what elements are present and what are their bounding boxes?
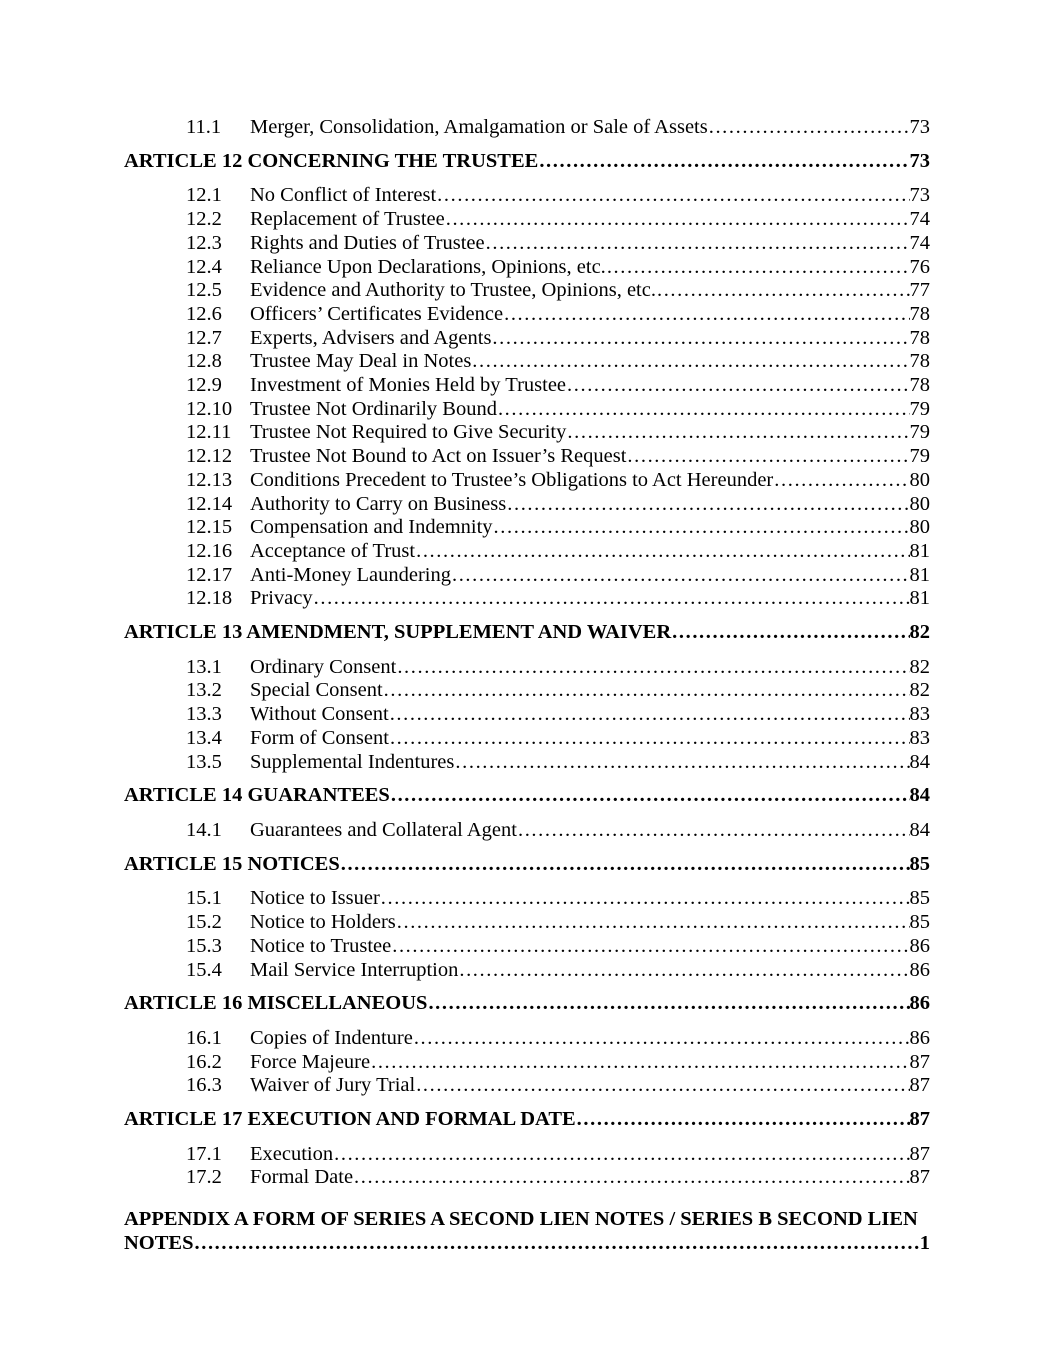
- dot-leader: [341, 853, 910, 877]
- page-number: 85: [909, 887, 930, 910]
- section-title: Reliance Upon Declarations, Opinions, etc.: [250, 255, 606, 278]
- section-number: 12.13: [186, 468, 233, 491]
- dot-leader: [494, 516, 910, 540]
- section-number: 12.5: [186, 279, 222, 302]
- toc-entry-row: [124, 256, 930, 280]
- page-number: 73: [909, 116, 930, 138]
- toc-entry-row: [124, 959, 930, 983]
- section-number: 11.1: [186, 116, 222, 138]
- dot-leader: [437, 184, 909, 208]
- toc-entry-row: [124, 679, 930, 703]
- dot-leader: [455, 751, 909, 775]
- section-title: Investment of Monies Held by Trustee: [250, 374, 567, 397]
- dot-leader: [472, 350, 909, 374]
- page-number: 79: [909, 421, 930, 444]
- dot-leader: [334, 1143, 909, 1167]
- dot-leader: [371, 1051, 909, 1075]
- section-title: Supplemental Indentures: [250, 750, 455, 773]
- section-title: Replacement of Trustee: [250, 208, 445, 231]
- section-title: Formal Date: [250, 1166, 354, 1189]
- toc-article-row: [124, 853, 930, 877]
- toc-entry-row: [124, 398, 930, 422]
- section-title: Notice to Holders: [250, 911, 396, 934]
- page-number: 84: [909, 784, 930, 807]
- section-title: Trustee Not Required to Give Security: [250, 421, 567, 444]
- appendix-title-line1: APPENDIX A FORM OF SERIES A SECOND LIEN NOTES / SERIES B SECOND LIEN: [124, 1208, 918, 1231]
- section-number: 16.3: [186, 1074, 222, 1097]
- page-number: 81: [909, 539, 930, 562]
- section-number: 12.10: [186, 397, 233, 420]
- dot-leader: [446, 208, 910, 232]
- page-number: 86: [909, 1026, 930, 1049]
- toc-entry-row: [124, 1166, 930, 1190]
- article-title: ARTICLE 16 MISCELLANEOUS: [124, 992, 428, 1015]
- dot-leader: [507, 493, 909, 517]
- page-number: 81: [909, 563, 930, 586]
- page-number: 84: [909, 750, 930, 773]
- page-number: 76: [909, 255, 930, 278]
- section-number: 13.3: [186, 703, 222, 726]
- page-number: 82: [909, 679, 930, 702]
- page-number: 78: [909, 374, 930, 397]
- page-number: 87: [909, 1142, 930, 1165]
- page-number: 86: [909, 934, 930, 957]
- toc-entry-row: [124, 887, 930, 911]
- dot-leader: [607, 256, 910, 280]
- dot-leader: [657, 279, 910, 303]
- section-number: 12.18: [186, 587, 233, 610]
- toc-article-row: [124, 992, 930, 1016]
- section-title: Merger, Consolidation, Amalgamation or Sale of Assets: [250, 116, 708, 138]
- toc-appendix-row-line2: [124, 1232, 930, 1256]
- section-title: Privacy: [250, 587, 313, 610]
- dot-leader: [416, 1074, 909, 1098]
- section-number: 12.7: [186, 326, 222, 349]
- page-number: 77: [909, 279, 930, 302]
- page-number: 87: [909, 1166, 930, 1189]
- dot-leader: [774, 469, 909, 493]
- dot-leader: [392, 935, 909, 959]
- section-number: 13.1: [186, 655, 222, 678]
- section-number: 12.12: [186, 445, 233, 468]
- toc-entry-row: [124, 493, 930, 517]
- dot-leader: [414, 1027, 910, 1051]
- section-number: 12.1: [186, 184, 222, 207]
- toc-entry-row: [124, 303, 930, 327]
- section-title: Mail Service Interruption: [250, 958, 459, 981]
- page-number: 79: [909, 397, 930, 420]
- section-number: 12.16: [186, 539, 233, 562]
- section-number: 12.14: [186, 492, 233, 515]
- dot-leader: [428, 992, 909, 1016]
- section-number: 12.9: [186, 374, 222, 397]
- article-title: ARTICLE 12 CONCERNING THE TRUSTEE: [124, 149, 539, 172]
- dot-leader: [498, 398, 910, 422]
- dot-leader: [354, 1166, 909, 1190]
- section-title: Acceptance of Trust: [250, 539, 416, 562]
- dot-leader: [384, 679, 910, 703]
- section-title: Copies of Indenture: [250, 1026, 413, 1049]
- toc-entry-row: [124, 656, 930, 680]
- section-title: Anti-Money Laundering: [250, 563, 451, 586]
- page-number: 85: [909, 911, 930, 934]
- page-number: 78: [909, 326, 930, 349]
- section-title: Trustee Not Ordinarily Bound: [250, 397, 497, 420]
- page-number: 74: [909, 231, 930, 254]
- dot-leader: [492, 327, 909, 351]
- section-title: Trustee May Deal in Notes: [250, 350, 472, 373]
- page-number: 73: [909, 149, 930, 172]
- dot-leader: [577, 1108, 910, 1132]
- toc-entry-row: [124, 327, 930, 351]
- section-number: 17.2: [186, 1166, 222, 1189]
- dot-leader: [627, 445, 909, 469]
- page-number: 73: [909, 184, 930, 207]
- page-number: 87: [909, 1108, 930, 1131]
- toc-entry-row: [124, 587, 930, 611]
- section-title: Conditions Precedent to Trustee’s Obligations to Act Hereunder: [250, 468, 774, 491]
- dot-leader: [391, 784, 910, 808]
- toc-entry-row: [124, 727, 930, 751]
- section-title: Rights and Duties of Trustee: [250, 231, 485, 254]
- section-number: 16.2: [186, 1050, 222, 1073]
- toc-entry-row: [124, 1143, 930, 1167]
- section-title: Officers’ Certificates Evidence: [250, 302, 504, 325]
- toc-entry-row: [124, 1074, 930, 1098]
- toc-entry-row: [124, 350, 930, 374]
- dot-leader: [314, 587, 910, 611]
- section-title: Guarantees and Collateral Agent: [250, 818, 517, 841]
- article-title: ARTICLE 17 EXECUTION AND FORMAL DATE: [124, 1108, 576, 1131]
- page-number: 83: [909, 726, 930, 749]
- toc-article-row: [124, 150, 930, 174]
- page-number: 81: [909, 587, 930, 610]
- section-number: 15.1: [186, 887, 222, 910]
- page-number: 84: [909, 818, 930, 841]
- page-number: 82: [909, 621, 930, 644]
- toc-entry-row: [124, 184, 930, 208]
- section-number: 12.4: [186, 255, 222, 278]
- page-number: 1: [919, 1231, 930, 1254]
- section-title: Waiver of Jury Trial: [250, 1074, 416, 1097]
- toc-entry-row: [124, 1051, 930, 1075]
- toc-appendix-row-line1: [124, 1208, 930, 1232]
- toc-entry-row: [124, 935, 930, 959]
- page-number: 87: [909, 1050, 930, 1073]
- section-title: Ordinary Consent: [250, 655, 397, 678]
- section-title: Experts, Advisers and Agents: [250, 326, 492, 349]
- section-title: Notice to Trustee: [250, 934, 392, 957]
- section-title: No Conflict of Interest: [250, 184, 437, 207]
- dot-leader: [195, 1232, 920, 1256]
- section-title: Form of Consent: [250, 726, 389, 749]
- toc-entry-row: [124, 819, 930, 843]
- toc-entry-row: [124, 703, 930, 727]
- section-number: 12.8: [186, 350, 222, 373]
- section-number: 15.4: [186, 958, 222, 981]
- toc-entry-row: [124, 421, 930, 445]
- appendix-title-line2: NOTES: [124, 1231, 194, 1254]
- dot-leader: [504, 303, 909, 327]
- toc-entry-row: [124, 516, 930, 540]
- section-title: Special Consent: [250, 679, 383, 702]
- dot-leader: [452, 564, 910, 588]
- dot-leader: [390, 703, 910, 727]
- page-number: 80: [909, 492, 930, 515]
- section-number: 12.2: [186, 208, 222, 231]
- page-number: 78: [909, 302, 930, 325]
- toc-entry-row: [124, 564, 930, 588]
- page-number: 83: [909, 703, 930, 726]
- toc-entry-row: [124, 279, 930, 303]
- page-number: 87: [909, 1074, 930, 1097]
- page-number: 79: [909, 445, 930, 468]
- toc-article-row: [124, 784, 930, 808]
- article-title: ARTICLE 13 AMENDMENT, SUPPLEMENT AND WAIVER: [124, 621, 672, 644]
- dot-leader: [567, 421, 909, 445]
- toc-entry-row: [124, 208, 930, 232]
- toc-entry-row: [124, 232, 930, 256]
- toc-entry-row: [124, 1027, 930, 1051]
- toc-entry-row: [124, 116, 930, 140]
- toc-article-row: [124, 621, 930, 645]
- toc-entry-row: [124, 469, 930, 493]
- dot-leader: [486, 232, 910, 256]
- page-number: 86: [909, 958, 930, 981]
- page-number: 82: [909, 655, 930, 678]
- toc-entry-row: [124, 540, 930, 564]
- toc-entry-row: [124, 751, 930, 775]
- section-title: Compensation and Indemnity: [250, 516, 493, 539]
- dot-leader: [709, 116, 910, 140]
- section-number: 15.2: [186, 911, 222, 934]
- dot-leader: [518, 819, 910, 843]
- section-title: Notice to Issuer: [250, 887, 380, 910]
- section-number: 17.1: [186, 1142, 222, 1165]
- section-number: 13.5: [186, 750, 222, 773]
- section-title: Evidence and Authority to Trustee, Opinions, etc.: [250, 279, 656, 302]
- dot-leader: [539, 150, 909, 174]
- section-title: Execution: [250, 1142, 334, 1165]
- section-number: 15.3: [186, 934, 222, 957]
- dot-leader: [381, 887, 910, 911]
- page-number: 80: [909, 516, 930, 539]
- toc-entry-row: [124, 445, 930, 469]
- toc-entry-row: [124, 374, 930, 398]
- section-number: 12.11: [186, 421, 232, 444]
- section-number: 14.1: [186, 818, 222, 841]
- dot-leader: [390, 727, 910, 751]
- article-title: ARTICLE 15 NOTICES: [124, 852, 340, 875]
- section-number: 12.6: [186, 302, 222, 325]
- section-number: 12.15: [186, 516, 233, 539]
- section-number: 16.1: [186, 1026, 222, 1049]
- dot-leader: [459, 959, 909, 983]
- dot-leader: [397, 656, 909, 680]
- section-title: Trustee Not Bound to Act on Issuer’s Request: [250, 445, 627, 468]
- dot-leader: [397, 911, 910, 935]
- dot-leader: [567, 374, 909, 398]
- toc-entry-row: [124, 911, 930, 935]
- dot-leader: [672, 621, 909, 645]
- section-number: 12.17: [186, 563, 233, 586]
- page-number: 85: [909, 852, 930, 875]
- toc-article-row: [124, 1108, 930, 1132]
- page-number: 74: [909, 208, 930, 231]
- dot-leader: [416, 540, 909, 564]
- section-number: 13.2: [186, 679, 222, 702]
- section-title: Without Consent: [250, 703, 389, 726]
- section-title: Force Majeure: [250, 1050, 371, 1073]
- section-number: 12.3: [186, 231, 222, 254]
- section-number: 13.4: [186, 726, 222, 749]
- page-number: 86: [909, 992, 930, 1015]
- page-number: 78: [909, 350, 930, 373]
- section-title: Authority to Carry on Business: [250, 492, 507, 515]
- page-number: 80: [909, 468, 930, 491]
- article-title: ARTICLE 14 GUARANTEES: [124, 784, 390, 807]
